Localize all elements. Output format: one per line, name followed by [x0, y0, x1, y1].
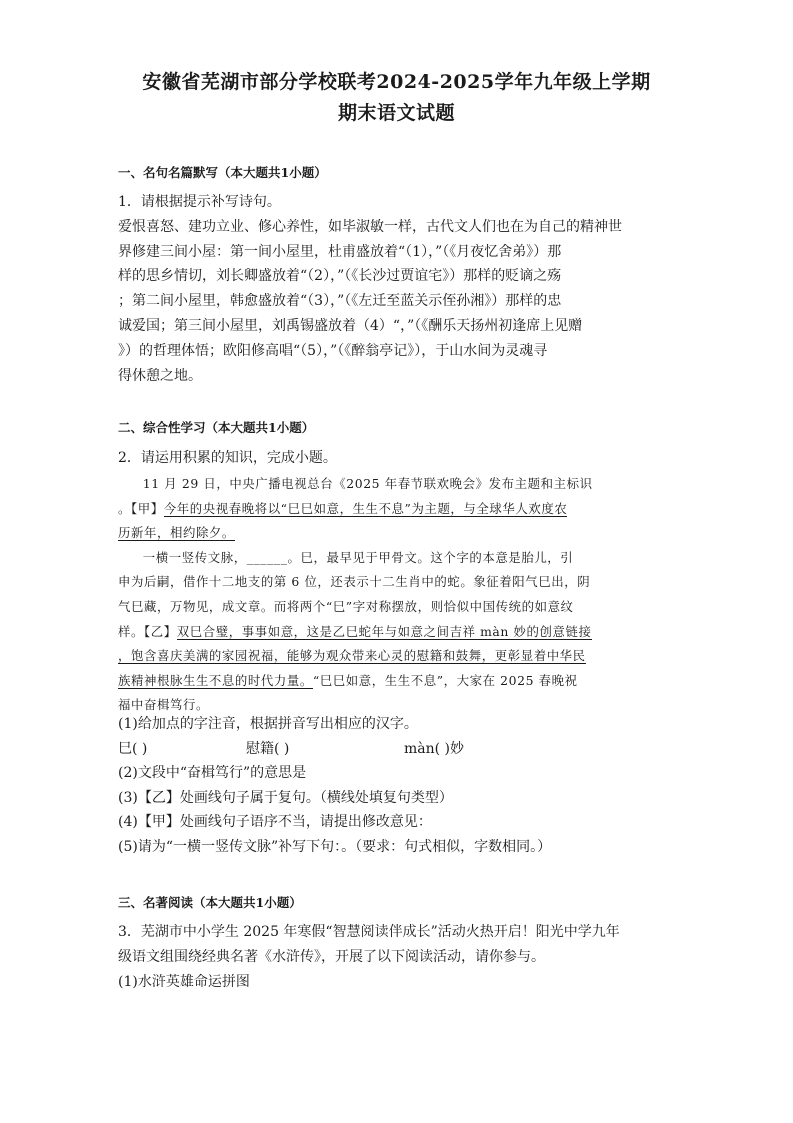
marker-jia: 。【甲】 — [118, 500, 164, 516]
passage-line: 福中奋楫笃行。 — [118, 697, 209, 713]
question-1-line: 界修建三间小屋：第一间小屋里，杜甫盛放着“（1），”（《月夜忆舍弟》）那 — [118, 243, 562, 260]
passage-line: 气巳藏，万物见，成文章。而将两个“巳”字对称摆放，则恰似中国传统的如意纹 — [118, 598, 574, 614]
question-1-line: 诚爱国；第三间小屋里，刘禹锡盛放着（4）“，”（《酬乐天扬州初逢席上见赠 — [118, 317, 583, 334]
question-3-line: (1)水浒英雄命运拼图 — [118, 973, 250, 990]
passage-line: 申为后嗣，借作十二地支的第 6 位，还表示十二生肖中的蛇。象征着阳气巳出，阴 — [118, 574, 591, 590]
passage-line — [118, 497, 676, 522]
marker-yi: 【乙】 — [143, 623, 177, 639]
passage-text: “巳巳如意，生生不息”，大家在 2025 春晚祝 — [312, 672, 578, 688]
passage-line — [118, 521, 676, 546]
subquestion-2: (2)文段中“奋楫笃行”的意思是 — [118, 764, 307, 781]
section-2-heading: 二、综合性学习（本大题共1小题） — [118, 420, 315, 435]
passage-line — [118, 644, 676, 669]
question-3-line: 3．芜湖市中小学生 2025 年寒假“智慧阅读伴成长”活动火热开启！阳光中学九年 — [118, 924, 620, 940]
underlined-sentence-yi: 双巳合璧，事事如意，这是乙巳蛇年与如意之间吉祥 màn 妙的创意链接 — [176, 623, 592, 639]
passage-line: 一横一竖传文脉，______。巳，最早见于甲骨文。这个字的本意是胎儿，引 — [142, 549, 574, 565]
subquestion-1: (1)给加点的字注音，根据拼音写出相应的汉字。 — [118, 716, 418, 732]
question-3-line: 级语文组围绕经典名著《水浒传》，开展了以下阅读活动，请你参与。 — [118, 948, 545, 965]
passage-line: 11 月 29 日，中央广播电视总台《2025 年春节联欢晚会》发布主题和主标识 — [142, 476, 593, 491]
subquestion-5: (5)请为“一横一竖传文脉”补写下句：。（要求：句式相似，字数相同。） — [118, 839, 552, 856]
passage-line — [118, 620, 676, 645]
section-3-heading: 三、名著阅读（本大题共1小题） — [118, 895, 302, 910]
document-title-line-1: 安徽省芜湖市部分学校联考2024-2025学年九年级上学期 — [142, 71, 651, 93]
question-3 — [118, 920, 678, 994]
passage-line — [118, 669, 676, 694]
question-1-intro: 1．请根据提示补写诗句。 — [118, 194, 281, 210]
document-title-line-2: 期末语文试题 — [337, 102, 455, 124]
question-1-line: 爱恨喜怒、建功立业、修心养性，如毕淑敏一样，古代文人们也在为自己的精神世 — [118, 218, 622, 235]
blank-weiji[interactable]: 慰籍( ) — [246, 740, 290, 757]
question-2-passage — [118, 472, 676, 718]
question-2-subquestions — [118, 712, 678, 860]
blank-si[interactable]: 巳( ) — [118, 740, 148, 757]
question-1-line: 》）的哲理体悟；欧阳修高唱“（5），”（《醉翁亭记》），于山水间为灵魂寻 — [118, 342, 548, 359]
question-2-intro — [118, 446, 678, 471]
subquestion-3: (3)【乙】处画线句子属于复句。（横线处填复句类型） — [118, 789, 453, 806]
subquestion-4: (4)【甲】处画线句子语序不当，请提出修改意见： — [118, 814, 432, 831]
underlined-sentence-jia-cont: 历新年，相约除夕。 — [118, 525, 235, 541]
underlined-sentence-yi-cont: ，饱含喜庆美满的家园祝福，能够为观众带来心灵的慰籍和鼓舞，更彰显着中华民 — [118, 648, 586, 664]
question-1-line: 得休憩之地。 — [118, 367, 202, 384]
question-1-line: ；第二间小屋里，韩愈盛放着“（3），”（《左迁至蓝关示侄孙湘》）那样的忠 — [118, 293, 562, 310]
subquestion-1-blanks — [118, 737, 678, 761]
question-1 — [118, 190, 678, 388]
section-1-heading: 一、名句名篇默写（本大题共1小题） — [118, 165, 327, 180]
question-2-intro-text: 2．请运用积累的知识，完成小题。 — [118, 450, 337, 466]
blank-man[interactable]: màn( )妙 — [404, 740, 465, 757]
underlined-sentence-jia: 今年的央视春晚将以“巳巳如意，生生不息”为主题，与全球华人欢度农 — [163, 500, 568, 516]
underlined-sentence-yi-end: 族精神根脉生生不息的时代力量。 — [118, 672, 313, 688]
question-1-line: 样的思乡情切，刘长卿盛放着“（2），”（《长沙过贾谊宅》）那样的贬谪之殇 — [118, 268, 562, 285]
passage-text: 样。 — [118, 623, 144, 639]
